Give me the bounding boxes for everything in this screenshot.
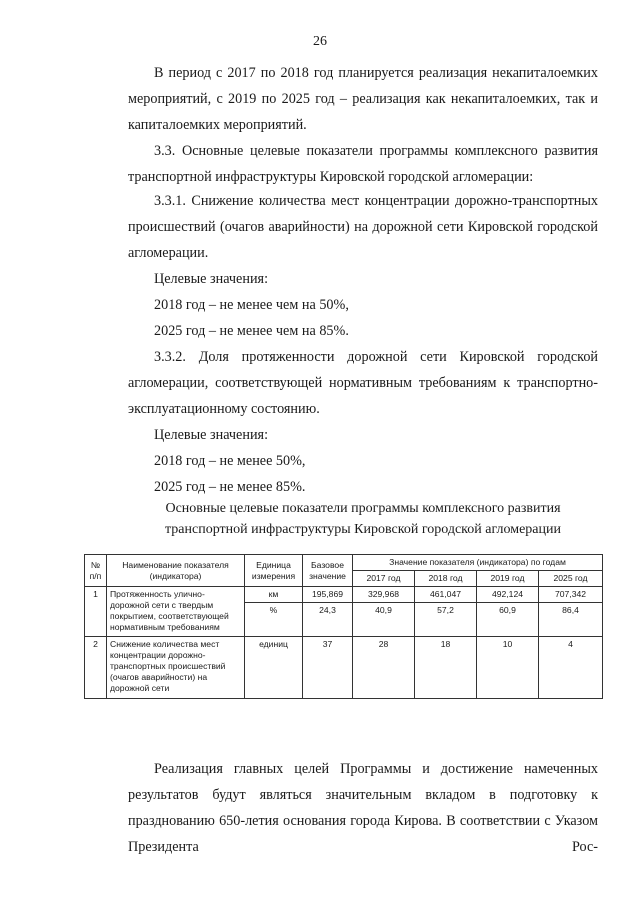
- row-value-2017: 40,9: [353, 603, 415, 637]
- row-value-2017: 329,968: [353, 587, 415, 603]
- table-row: [85, 637, 603, 699]
- header-year-2025: 2025 год: [539, 571, 603, 587]
- header-year-2017: 2017 год: [353, 571, 415, 587]
- row-base: 195,869: [303, 587, 353, 603]
- page-number: 26: [313, 34, 327, 49]
- paragraph-text: 3.3.2. Доля протяженности дорожной сети Кировской городской агломерации, соответствующей нормативным требованиям к транспортно-эксплуатационному состоянию.: [128, 349, 598, 417]
- header-values-group: Значение показателя (индикатора) по годам: [353, 555, 603, 571]
- header-year-2018: 2018 год: [415, 571, 477, 587]
- paragraph-section-3-3-1: [128, 188, 598, 344]
- table-row: [85, 587, 603, 603]
- paragraph-implementation-period: [128, 60, 598, 138]
- row-num: 1: [85, 587, 107, 637]
- header-name: Наименование показателя (индикатора): [107, 555, 245, 587]
- target-value-2018: 2018 год – не менее 50%,: [154, 453, 306, 469]
- row-value-2019: 60,9: [477, 603, 539, 637]
- row-value-2025: 4: [539, 637, 603, 699]
- target-value-2025: 2025 год – не менее чем на 85%.: [154, 323, 349, 339]
- row-base: 37: [303, 637, 353, 699]
- paragraph-text: В период с 2017 по 2018 год планируется реализация некапиталоемких мероприятий, с 2019 по 2025 год – реализация как некапиталоемких, так и капиталоемких мероприятий.: [128, 65, 598, 133]
- row-unit: км: [245, 587, 303, 603]
- row-value-2018: 18: [415, 637, 477, 699]
- paragraph-text: 3.3. Основные целевые показатели программы комплексного развития транспортной инфраструктуры Кировской городской агломерации:: [128, 143, 598, 185]
- target-values-label: Целевые значения:: [154, 271, 269, 287]
- row-value-2018: 461,047: [415, 587, 477, 603]
- header-year-2019: 2019 год: [477, 571, 539, 587]
- row-value-2017: 28: [353, 637, 415, 699]
- header-base: Базовое значение: [303, 555, 353, 587]
- row-num: 2: [85, 637, 107, 699]
- table-caption: Основные целевые показатели программы комплексного развития транспортной инфраструктуры Кировской городской агломерации: [165, 501, 561, 537]
- row-name: Снижение количества мест концентрации дорожно-транспортных происшествий (очагов аварийности) на дорожной сети: [107, 637, 245, 699]
- row-value-2025: 86,4: [539, 603, 603, 637]
- paragraph-section-3-3-2: [128, 344, 598, 500]
- row-base: 24,3: [303, 603, 353, 637]
- target-value-2018: 2018 год – не менее чем на 50%,: [154, 297, 349, 313]
- indicators-table: [84, 554, 603, 699]
- header-num: № п/п: [85, 555, 107, 587]
- row-value-2018: 57,2: [415, 603, 477, 637]
- paragraph-program-goals: [128, 756, 598, 860]
- target-values-label: Целевые значения:: [154, 427, 269, 443]
- paragraph-section-3-3: [128, 138, 598, 190]
- paragraph-text: Реализация главных целей Программы и достижение намеченных результатов будут являться значительным вкладом в подготовку к празднованию 650-летия основания города Кирова. В соответствии с Указом Президента Рос-: [128, 761, 598, 855]
- row-value-2025: 707,342: [539, 587, 603, 603]
- target-value-2025: 2025 год – не менее 85%.: [154, 479, 306, 495]
- row-value-2019: 492,124: [477, 587, 539, 603]
- header-unit: Единица измерения: [245, 555, 303, 587]
- row-unit: единиц: [245, 637, 303, 699]
- row-name: Протяженность улично-дорожной сети с твердым покрытием, соответствующей нормативным требованиям: [107, 587, 245, 637]
- row-value-2019: 10: [477, 637, 539, 699]
- row-unit: %: [245, 603, 303, 637]
- table-header-row: [85, 555, 603, 571]
- paragraph-text: 3.3.1. Снижение количества мест концентрации дорожно-транспортных происшествий (очагов аварийности) на дорожной сети Кировской городской агломерации.: [128, 193, 598, 261]
